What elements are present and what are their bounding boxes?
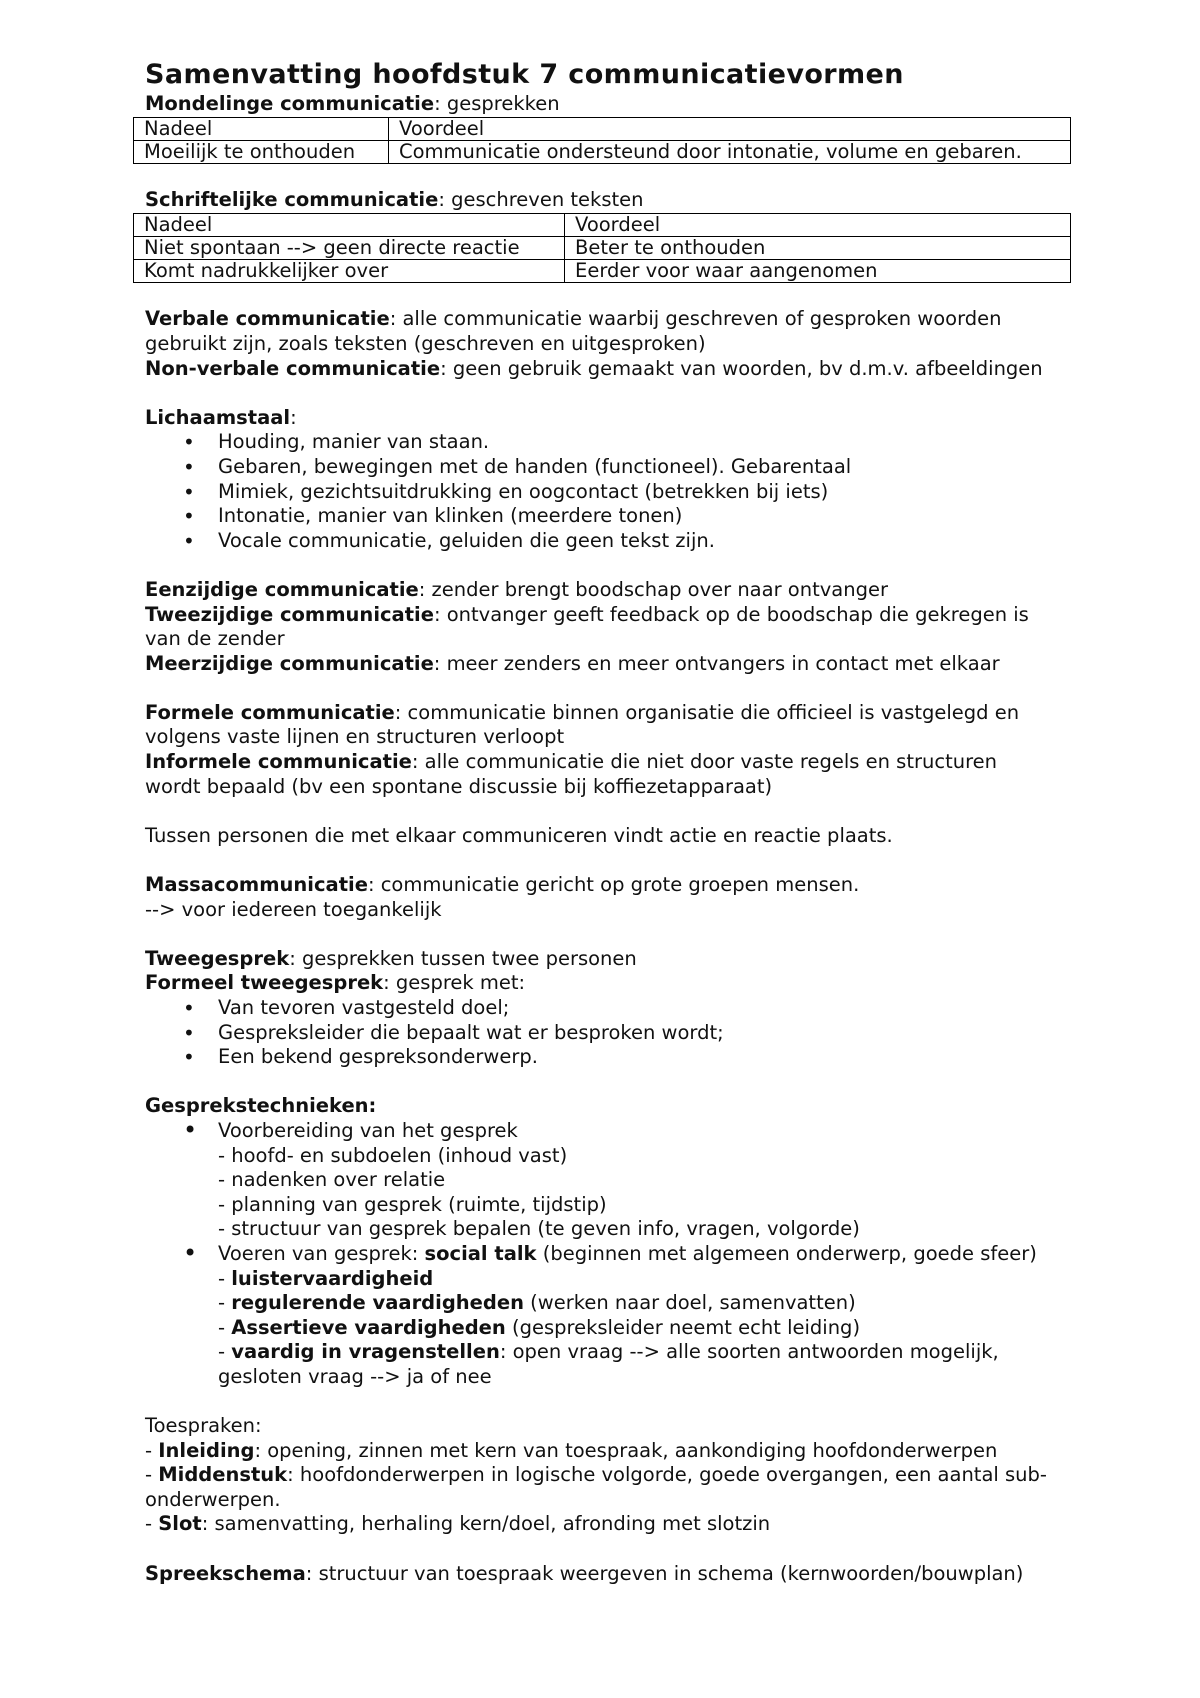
meerzijdig-definition: Meerzijdige communicatie: meer zenders en meer ontvangers in contact met elkaar [145, 651, 1000, 675]
table-cell: Communicatie ondersteund door intonatie, volume en gebaren. [389, 140, 1071, 163]
table-cell: Beter te onthouden [565, 236, 1071, 259]
massa-definition: Massacommunicatie: communicatie gericht op grote groepen mensen. --> voor iedereen toegankelijk [145, 873, 860, 921]
formeel-definition: Formele communicatie: communicatie binnen organisatie die officieel is vastgelegd en volgens vaste lijnen en structuren verloopt [145, 700, 1020, 749]
list-item: • Gebaren, bewegingen met de handen (functioneel). Gebarentaal [218, 455, 1095, 480]
toespraken-slot: - Slot: samenvatting, herhaling kern/doel, afronding met slotzin [145, 1512, 771, 1536]
mondeling-heading: Mondelinge communicatie: gesprekken [145, 92, 560, 115]
page-title: Samenvatting hoofdstuk 7 communicatievormen [145, 59, 904, 90]
toespraken-heading: Toespraken: [145, 1414, 262, 1438]
list-item: • Voeren van gesprek: social talk (beginnen met algemeen onderwerp, goede sfeer) - luistervaardigheid - regulerende vaardigheden (werken naar doel, samenvatten) - Assertieve vaardigheden (gespreksleider neemt echt leiding) - vaardig in vragenstellen: open vraag --> alle soorten antwoorden mogelijk, gesloten vraag --> ja of nee [218, 1242, 1095, 1390]
tussen-paragraph: Tussen personen die met elkaar communiceren vindt actie en reactie plaats. [145, 823, 893, 847]
sub-item: gesloten vraag --> ja of nee [218, 1364, 492, 1388]
list-item: • Gespreksleider die bepaalt wat er besproken wordt; [218, 1021, 1095, 1046]
table-cell: Moeilijk te onthouden [134, 140, 389, 163]
list-item: • Van tevoren vastgesteld doel; [218, 996, 1095, 1021]
list-item: • Houding, manier van staan. [218, 430, 1095, 455]
table-cell: Komt nadrukkelijker over [134, 259, 565, 282]
technieken-list [145, 1119, 1095, 1390]
informeel-definition: Informele communicatie: alle communicatie die niet door vaste regels en structuren wordt bepaald (bv een spontane discussie bij koffiezetapparaat) [145, 750, 998, 798]
formeeltwee-definition: Formeel tweegesprek: gesprek met: [145, 971, 526, 995]
schriftelijk-heading: Schriftelijke communicatie: geschreven teksten [145, 188, 644, 212]
spreekschema-definition: Spreekschema: structuur van toespraak weergeven in schema (kernwoorden/bouwplan) [145, 1561, 1024, 1585]
document-page [145, 58, 1095, 1586]
sub-item: - Assertieve vaardigheden (gespreksleider neemt echt leiding) [218, 1315, 861, 1339]
technieken-heading: Gesprekstechnieken: [145, 1094, 377, 1118]
sub-item: - nadenken over relatie [218, 1168, 446, 1192]
list-item: • Een bekend gespreksonderwerp. [218, 1045, 1095, 1070]
table-row [134, 259, 1071, 282]
sub-item: - planning van gesprek (ruimte, tijdstip) [218, 1192, 607, 1216]
table-header-cell: Voordeel [565, 213, 1071, 236]
mondeling-table [133, 117, 1071, 164]
list-item: • Vocale communicatie, geluiden die geen tekst zijn. [218, 529, 1095, 554]
table-header-cell: Voordeel [389, 117, 1071, 140]
table-row [134, 236, 1071, 259]
toespraken-middenstuk: - Middenstuk: hoofdonderwerpen in logische volgorde, goede overgangen, een aantal sub- onderwerpen. [145, 1463, 1047, 1511]
verbaal-definition: Verbale communicatie: alle communicatie waarbij geschreven of gesproken woorden gebruikt zijn, zoals teksten (geschreven en uitgesproken) [145, 307, 1002, 355]
eenzijdig-definition: Eenzijdige communicatie: zender brengt boodschap over naar ontvanger [145, 577, 888, 601]
table-cell: Eerder voor waar aangenomen [565, 259, 1071, 282]
nonverbaal-definition: Non-verbale communicatie: geen gebruik gemaakt van woorden, bv d.m.v. afbeeldingen [145, 356, 1043, 380]
table-cell: Niet spontaan --> geen directe reactie [134, 236, 565, 259]
list-item: • Mimiek, gezichtsuitdrukking en oogcontact (betrekken bij iets) [218, 480, 1095, 505]
lichaamstaal-heading: Lichaamstaal: [145, 405, 297, 429]
sub-item: - regulerende vaardigheden (werken naar doel, samenvatten) [218, 1291, 856, 1315]
table-header-row [134, 213, 1071, 236]
table-header-cell: Nadeel [134, 117, 389, 140]
table-header-cell: Nadeel [134, 213, 565, 236]
schriftelijk-table [133, 213, 1071, 283]
list-item: • Intonatie, manier van klinken (meerdere tonen) [218, 504, 1095, 529]
table-header-row [134, 117, 1071, 140]
table-row [134, 140, 1071, 163]
toespraken-inleiding: - Inleiding: opening, zinnen met kern van toespraak, aankondiging hoofdonderwerpen [145, 1438, 998, 1462]
sub-item: - vaardig in vragenstellen: open vraag --> alle soorten antwoorden mogelijk, [218, 1340, 999, 1364]
lichaamstaal-list [145, 430, 1095, 553]
list-item: • Voorbereiding van het gesprek - hoofd- en subdoelen (inhoud vast) - nadenken over relatie - planning van gesprek (ruimte, tijdstip) - structuur van gesprek bepalen (te geven info, vragen, volgorde) [218, 1119, 1095, 1242]
sub-item: - hoofd- en subdoelen (inhoud vast) [218, 1143, 568, 1167]
formeeltwee-list [145, 996, 1095, 1070]
sub-item: - structuur van gesprek bepalen (te geven info, vragen, volgorde) [218, 1217, 860, 1241]
sub-item: - luistervaardigheid [218, 1266, 434, 1290]
tweegesprek-definition: Tweegesprek: gesprekken tussen twee personen [145, 946, 637, 970]
tweezijdig-definition: Tweezijdige communicatie: ontvanger geeft feedback op de boodschap die gekregen is van de zender [145, 602, 1029, 651]
